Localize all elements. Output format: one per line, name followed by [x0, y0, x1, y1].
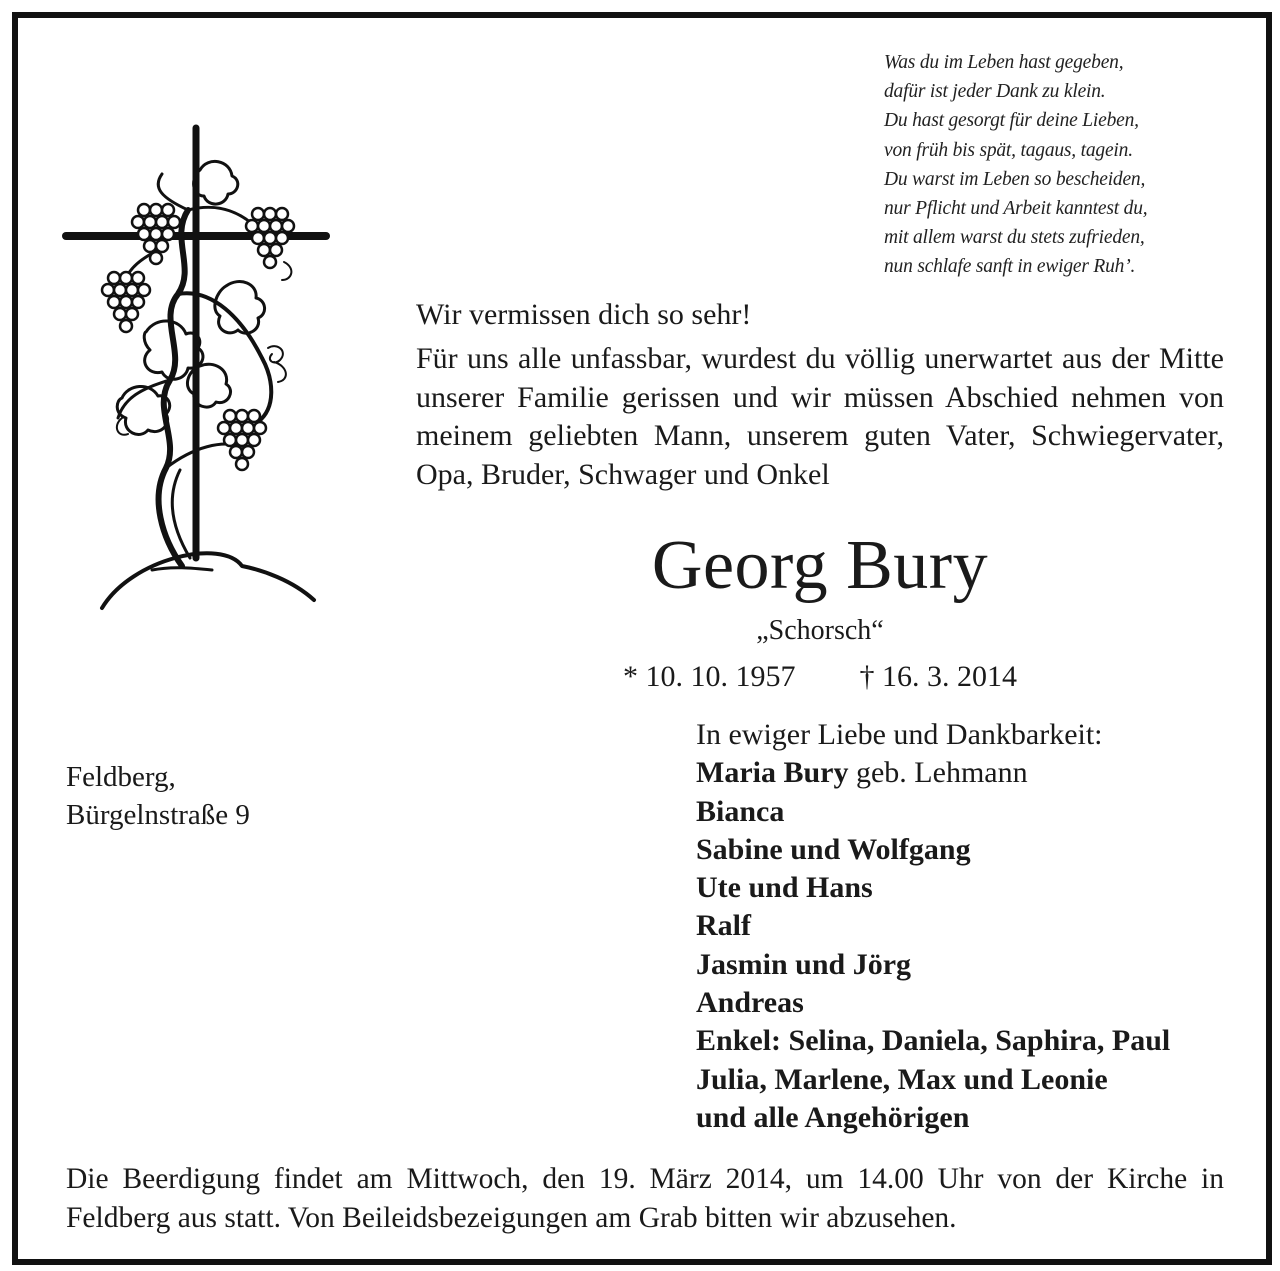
birth-date: * 10. 10. 1957: [623, 660, 796, 693]
poem: [884, 48, 1254, 282]
family-heading: In ewiger Liebe und Dankbarkeit:: [696, 718, 1103, 751]
family-member: Andreas: [696, 986, 804, 1020]
life-dates: [416, 658, 1224, 696]
family-member: Ute und Hans: [696, 871, 873, 905]
poem-line: nur Pflicht und Arbeit kanntest du,: [884, 198, 1148, 220]
death-date: † 16. 3. 2014: [859, 660, 1017, 693]
obituary-notice: [12, 12, 1272, 1265]
family-member: Sabine und Wolfgang: [696, 832, 971, 866]
deceased-nickname: „Schorsch“: [756, 615, 884, 646]
poem-line: mit allem warst du stets zufrieden,: [884, 227, 1145, 249]
address-line: Bürgelnstraße 9: [66, 799, 250, 831]
widow-suffix: geb. Lehmann: [848, 756, 1028, 790]
family-member: und alle Angehörigen: [696, 1100, 970, 1134]
family-member: Bianca: [696, 794, 785, 828]
intro-paragraph: Für uns alle unfassbar, wurdest du völlig unerwartet aus der Mitte unserer Familie gerissen und wir müssen Abschied nehmen von meinem geliebten Mann, unserem guten Vater, Schwiegervater, Opa, Bruder, Schwager und Onkel: [416, 342, 1224, 491]
family-member: Ralf: [696, 909, 751, 943]
poem-line: Du hast gesorgt für deine Lieben,: [884, 110, 1139, 132]
poem-line: Was du im Leben hast gegeben,: [884, 52, 1124, 73]
address: [66, 758, 250, 834]
poem-line: Du warst im Leben so bescheiden,: [884, 168, 1146, 190]
family-list: [696, 716, 1170, 1137]
widow-name: Maria Bury: [696, 756, 849, 790]
family-member: Julia, Marlene, Max und Leonie: [696, 1062, 1108, 1096]
poem-line: dafür ist jeder Dank zu klein.: [884, 81, 1106, 103]
family-member: Jasmin und Jörg: [696, 947, 912, 981]
address-line: Feldberg,: [66, 761, 176, 793]
deceased-name: Georg Bury: [651, 527, 989, 604]
poem-line: nun schlafe sanft in ewiger Ruh’.: [884, 256, 1136, 278]
family-widow: [696, 754, 1170, 792]
burial-notice: Die Beerdigung findet am Mittwoch, den 19. März 2014, um 14.00 Uhr von der Kirche in Feldberg aus statt. Von Beileidsbezeigungen am Grab bitten wir abzusehen.: [66, 1163, 1224, 1234]
intro-line: Wir vermissen dich so sehr!: [416, 298, 752, 331]
family-member: Enkel: Selina, Daniela, Saphira, Paul: [696, 1024, 1171, 1058]
poem-line: von früh bis spät, tagaus, tagein.: [884, 139, 1133, 161]
cross-with-grapevine-icon: [62, 118, 342, 618]
